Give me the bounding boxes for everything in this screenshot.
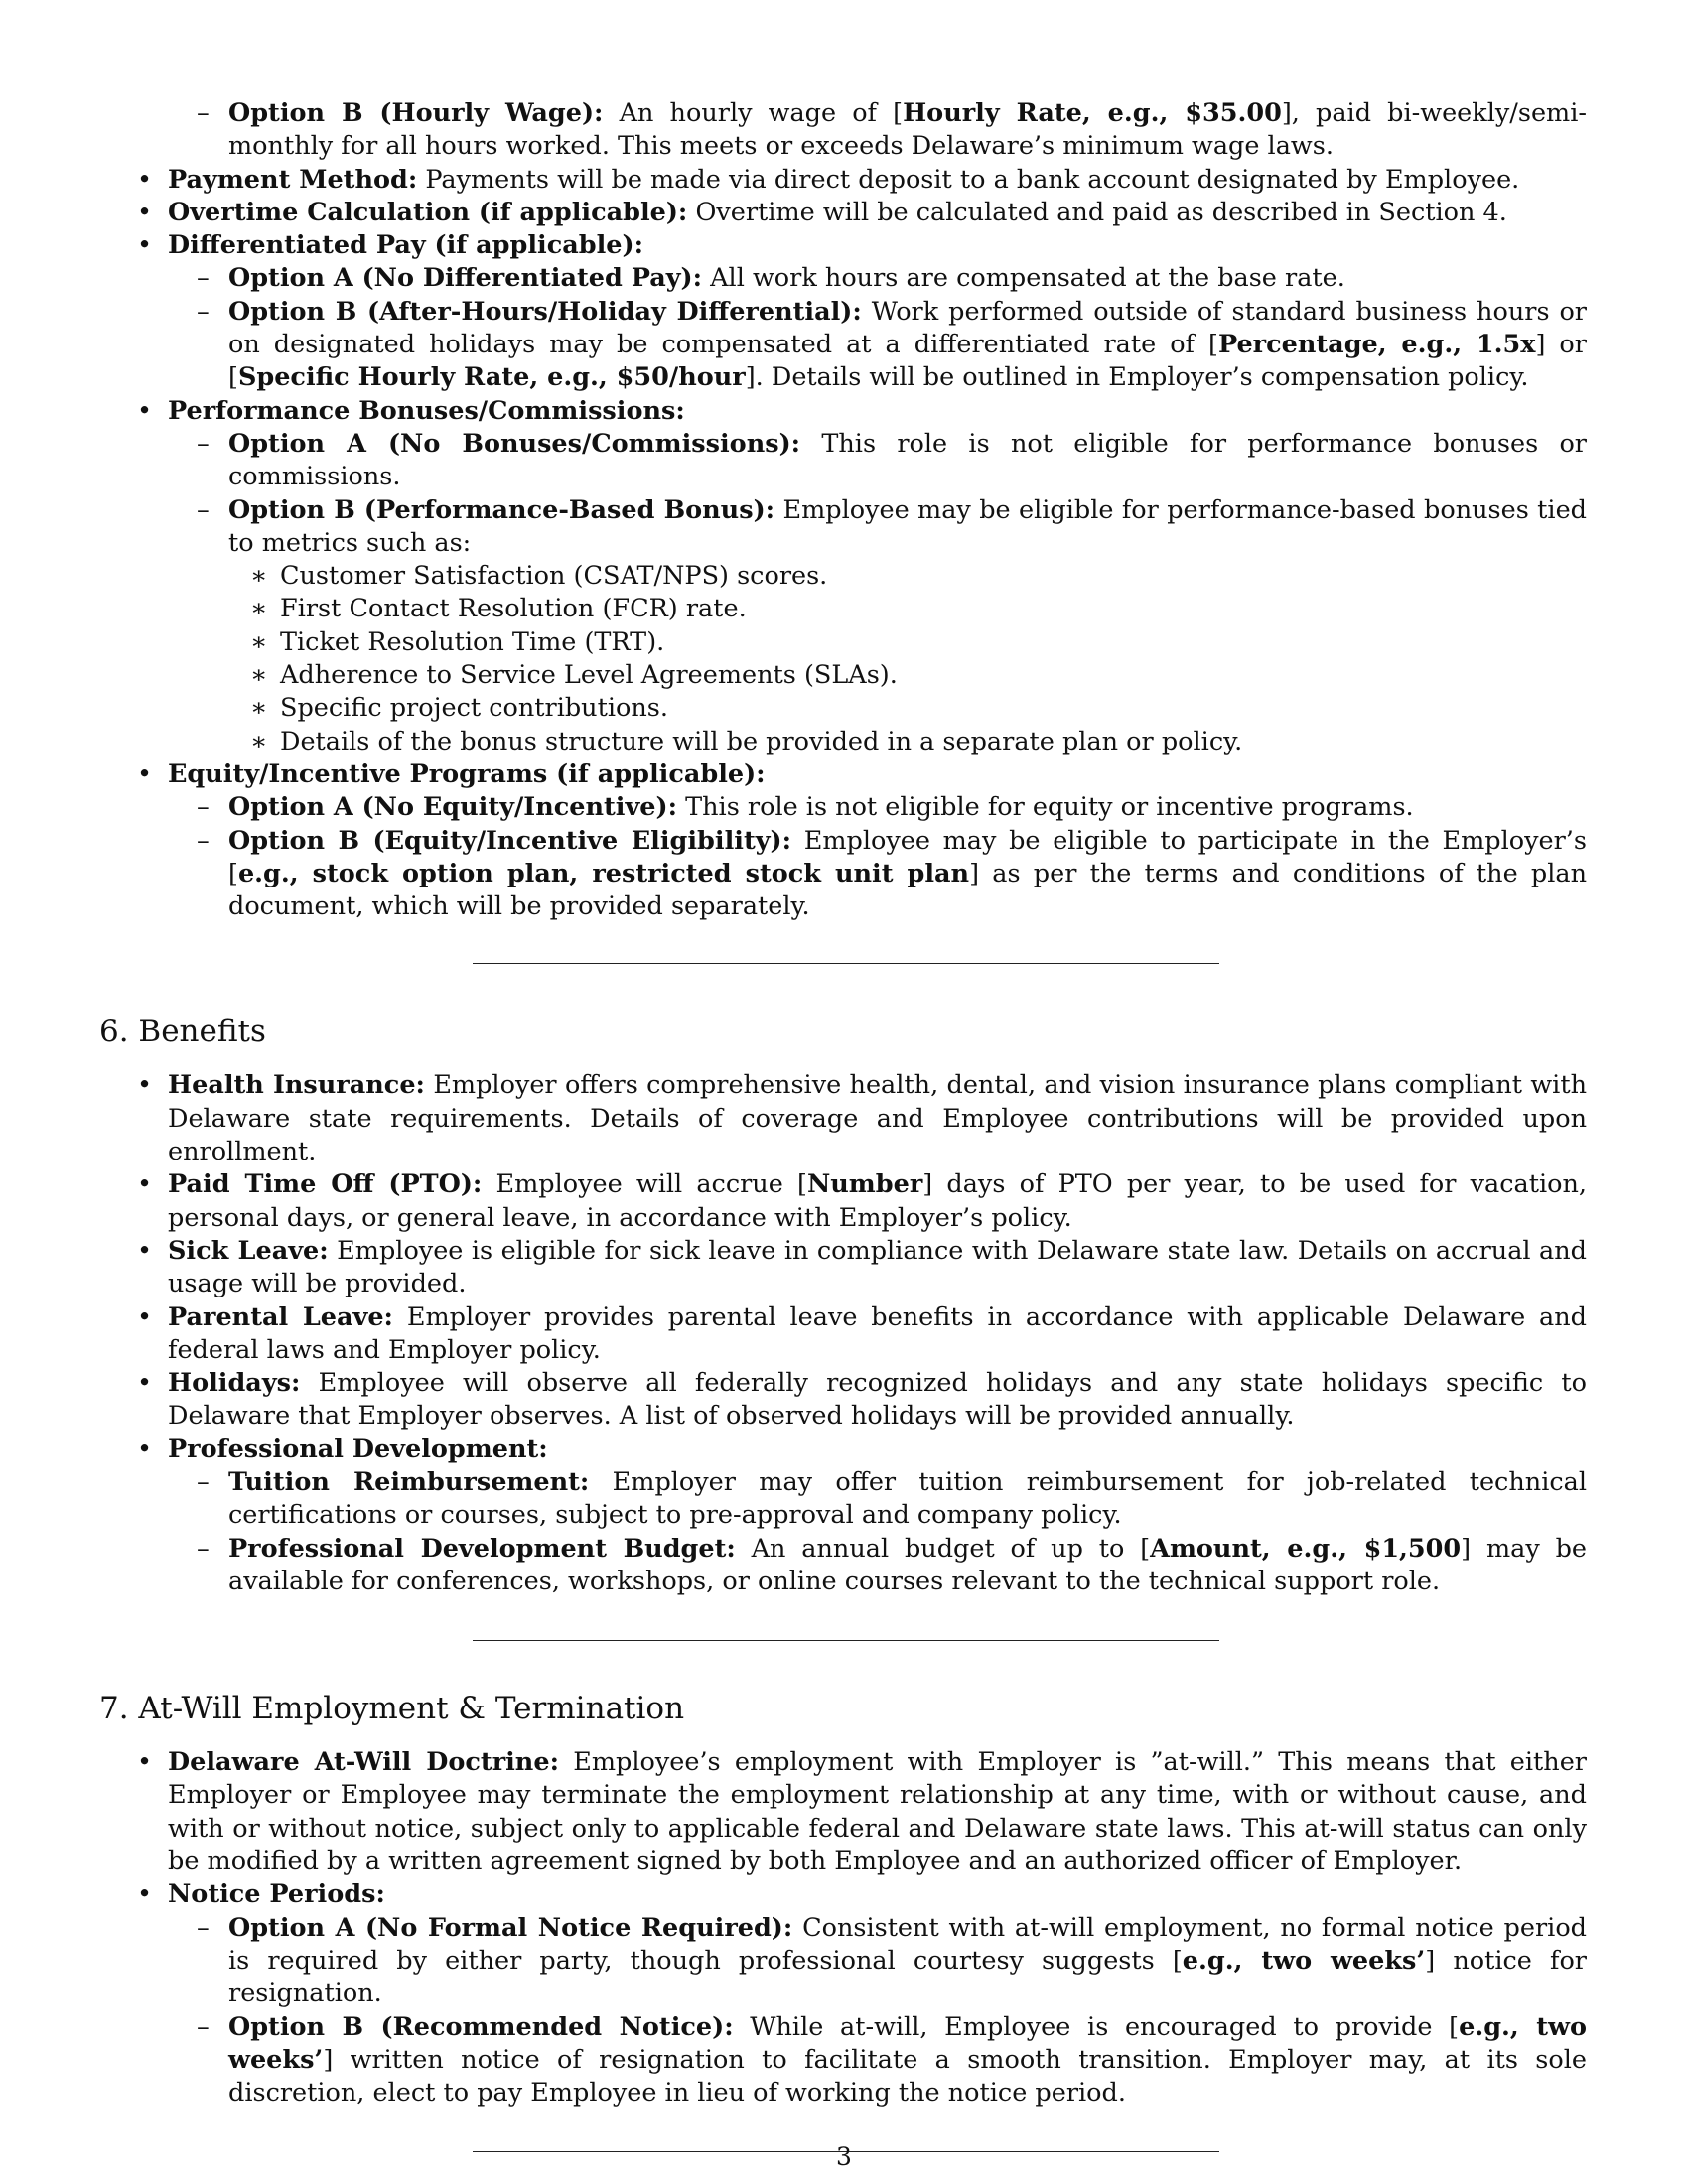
item-text: An hourly wage of [: [603, 98, 904, 128]
item-text: Employer may offer tuition reimbursement for job-related technical certifications or courses, subject to pre-approval and company policy.: [228, 1466, 1587, 1531]
list-item: [99, 197, 1587, 229]
item-text: ] may be available for conferences, workshops, or online courses relevant to the technical support role.: [228, 1533, 1587, 1596]
list-marker: •: [137, 164, 153, 195]
sub-list-item: [99, 97, 1587, 164]
item-label: Holidays:: [168, 1368, 301, 1399]
sub-list-item: [99, 1466, 1587, 1533]
item-text: Details of the bonus structure will be provided in a separate plan or policy.: [280, 726, 1243, 756]
list-item: [99, 395, 1587, 428]
list-item: [99, 1746, 1587, 1878]
list-marker: •: [137, 1433, 153, 1464]
item-label: Delaware At-Will Doctrine:: [168, 1747, 559, 1778]
item-text: Employee is eligible for sick leave in compliance with Delaware state law. Details on accrual and usage will be provided.: [168, 1235, 1587, 1299]
item-label: Tuition Reimbursement:: [228, 1466, 590, 1497]
item-label: Option B (Performance-Based Bonus):: [228, 494, 775, 525]
item-label: Paid Time Off (PTO):: [168, 1169, 483, 1200]
list-marker: ∗: [250, 693, 268, 724]
list-item: [99, 1069, 1587, 1168]
page-content: [99, 97, 1587, 2152]
sub-list-item: [99, 2011, 1587, 2111]
list-item: [99, 229, 1587, 262]
placeholder-text: e.g., two weeks’: [1182, 1945, 1426, 1976]
item-label: Payment Method:: [168, 164, 418, 195]
placeholder-text: e.g., two weeks’: [228, 2011, 1587, 2075]
list-marker: •: [137, 1070, 153, 1101]
list-marker: ∗: [250, 561, 268, 592]
list-marker: •: [137, 230, 153, 261]
section-divider: [473, 1640, 1219, 1641]
item-text: ] notice for resignation.: [228, 1945, 1587, 2009]
list-marker: •: [137, 1747, 153, 1778]
list-item: [99, 758, 1587, 791]
item-text: Employee will observe all federally recognized holidays and any state holidays specific to Delaware that Employer observes. A list of observed holidays will be provided annually.: [168, 1368, 1587, 1432]
list-marker: ∗: [250, 726, 268, 756]
item-text: Employer offers comprehensive health, dental, and vision insurance plans compliant with Delaware state requirements. Details of coverage and Employee contributions will be provided upon enrollment.: [168, 1070, 1588, 1167]
item-text: Employee will accrue [: [482, 1169, 807, 1200]
item-label: Professional Development:: [168, 1433, 548, 1464]
placeholder-text: Hourly Rate, e.g., $35.00: [903, 98, 1282, 128]
item-label: Professional Development Budget:: [228, 1533, 736, 1564]
item-text: This role is not eligible for performance bonuses or commissions.: [228, 428, 1587, 492]
sub-sub-list-item: [99, 626, 1587, 659]
item-text: While at-will, Employee is encouraged to provide [: [733, 2011, 1460, 2042]
sub-sub-list-item: [99, 593, 1587, 625]
sub-list-item: [99, 428, 1587, 494]
list-marker: •: [137, 197, 153, 227]
item-text: Employee may be eligible for performance-based bonuses tied to metrics such as:: [228, 494, 1588, 558]
compensation-list: [99, 97, 1587, 923]
item-text: ] as per the terms and conditions of the plan document, which will be provided separately.: [228, 858, 1587, 922]
item-label: Parental Leave:: [168, 1301, 393, 1332]
list-item: [99, 1301, 1587, 1368]
item-label: Option A (No Differentiated Pay):: [228, 263, 703, 294]
placeholder-text: Percentage, e.g., 1.5x: [1217, 330, 1536, 360]
list-marker: –: [197, 98, 210, 128]
benefits-list: [99, 1069, 1587, 1598]
item-text: Payments will be made via direct deposit to a bank account designated by Employee.: [417, 164, 1520, 195]
at-will-list: [99, 1746, 1587, 2110]
section-divider: [473, 963, 1219, 964]
list-item: [99, 164, 1587, 197]
list-marker: –: [197, 296, 210, 327]
list-marker: •: [137, 1879, 153, 1910]
item-label: Option A (No Formal Notice Required):: [228, 1912, 793, 1943]
item-label: Option A (No Bonuses/Commissions):: [228, 428, 801, 459]
item-text: Employer provides parental leave benefits in accordance with applicable Delaware and federal laws and Employer policy.: [168, 1301, 1587, 1365]
list-marker: –: [197, 263, 210, 294]
list-item: [99, 1168, 1587, 1235]
item-label: Option B (Equity/Incentive Eligibility):: [228, 825, 792, 856]
list-marker: •: [137, 1235, 153, 1266]
item-label: Option B (Hourly Wage):: [228, 98, 604, 128]
list-marker: •: [137, 1169, 153, 1200]
item-text: ] or [: [228, 330, 1587, 393]
item-label: Sick Leave:: [168, 1235, 329, 1266]
list-item: [99, 1367, 1587, 1433]
list-item: [99, 1878, 1587, 1911]
list-item: [99, 1235, 1587, 1301]
sub-list-item: [99, 791, 1587, 824]
list-marker: ∗: [250, 626, 268, 657]
sub-list-item: [99, 1533, 1587, 1599]
placeholder-text: Amount, e.g., $1,500: [1150, 1533, 1462, 1564]
item-text: This role is not eligible for equity or incentive programs.: [677, 792, 1414, 823]
list-marker: ∗: [250, 594, 268, 624]
sub-list-item: [99, 825, 1587, 924]
item-text: Work performed outside of standard business hours or on designated holidays may be compensated at a differentiated rate of [: [228, 296, 1587, 360]
item-label: Option B (After-Hours/Holiday Differential):: [228, 296, 862, 327]
list-marker: –: [197, 1533, 210, 1564]
item-text: An annual budget of up to [: [735, 1533, 1151, 1564]
item-text: ] written notice of resignation to facilitate a smooth transition. Employer may, at its sole discretion, elect to pay Employee in lieu of working the notice period.: [228, 2044, 1587, 2109]
item-label: Option B (Recommended Notice):: [228, 2011, 734, 2042]
item-text: ]. Details will be outlined in Employer’s compensation policy.: [745, 362, 1529, 393]
item-label: Notice Periods:: [168, 1879, 385, 1910]
list-marker: –: [197, 1912, 210, 1943]
item-text: Adherence to Service Level Agreements (SLAs).: [280, 660, 898, 691]
item-text: Specific project contributions.: [280, 693, 668, 724]
list-marker: –: [197, 2011, 210, 2042]
section-heading-benefits: 6. Benefits: [99, 1014, 266, 1050]
sub-sub-list-item: [99, 659, 1587, 692]
item-label: Differentiated Pay (if applicable):: [168, 230, 643, 261]
sub-list-item: [99, 1912, 1587, 2011]
sub-sub-list-item: [99, 726, 1587, 758]
placeholder-text: Number: [806, 1169, 923, 1200]
item-text: Employee’s employment with Employer is ”at-will.” This means that either Employer or Employee may terminate the employment relationship at any time, with or without cause, and with or without notice, subject only to applicable federal and Delaware state laws. This at-will status can only be modified by a written agreement signed by both Employee and an authorized officer of Employer.: [168, 1747, 1587, 1877]
placeholder-text: e.g., stock option plan, restricted stock unit plan: [237, 858, 970, 888]
list-marker: •: [137, 1368, 153, 1399]
item-label: Overtime Calculation (if applicable):: [168, 197, 688, 227]
list-marker: –: [197, 1466, 210, 1497]
item-text: First Contact Resolution (FCR) rate.: [280, 594, 747, 624]
list-marker: –: [197, 792, 210, 823]
sub-list-item: [99, 296, 1587, 395]
list-marker: •: [137, 758, 153, 789]
sub-list-item: [99, 262, 1587, 295]
item-label: Option A (No Equity/Incentive):: [228, 792, 678, 823]
item-label: Equity/Incentive Programs (if applicable):: [168, 758, 766, 789]
item-label: Performance Bonuses/Commissions:: [168, 395, 685, 426]
list-marker: ∗: [250, 660, 268, 691]
item-text: Consistent with at-will employment, no formal notice period is required by either party, though professional courtesy suggests [: [228, 1912, 1587, 1976]
item-text: ], paid bi-weekly/semi-monthly for all hours worked. This meets or exceeds Delaware’s minimum wage laws.: [228, 98, 1588, 162]
list-marker: –: [197, 825, 210, 856]
list-marker: •: [137, 395, 153, 426]
list-item: [99, 1433, 1587, 1466]
list-marker: •: [137, 1301, 153, 1332]
item-text: Overtime will be calculated and paid as described in Section 4.: [687, 197, 1507, 227]
item-text: Ticket Resolution Time (TRT).: [280, 626, 665, 657]
placeholder-text: Specific Hourly Rate, e.g., $50/hour: [237, 362, 746, 393]
item-text: ] days of PTO per year, to be used for vacation, personal days, or general leave, in accordance with Employer’s policy.: [168, 1169, 1587, 1233]
list-marker: –: [197, 428, 210, 459]
section-heading-at-will: 7. At-Will Employment & Termination: [99, 1691, 685, 1727]
sub-list-item: [99, 494, 1587, 561]
item-text: All work hours are compensated at the base rate.: [702, 263, 1345, 294]
sub-sub-list-item: [99, 692, 1587, 725]
page-number: 3: [836, 2142, 852, 2171]
sub-sub-list-item: [99, 560, 1587, 593]
item-text: Employee may be eligible to participate in the Employer’s [: [228, 825, 1587, 888]
list-marker: –: [197, 494, 210, 525]
item-text: Customer Satisfaction (CSAT/NPS) scores.: [280, 561, 828, 592]
item-label: Health Insurance:: [168, 1070, 425, 1101]
